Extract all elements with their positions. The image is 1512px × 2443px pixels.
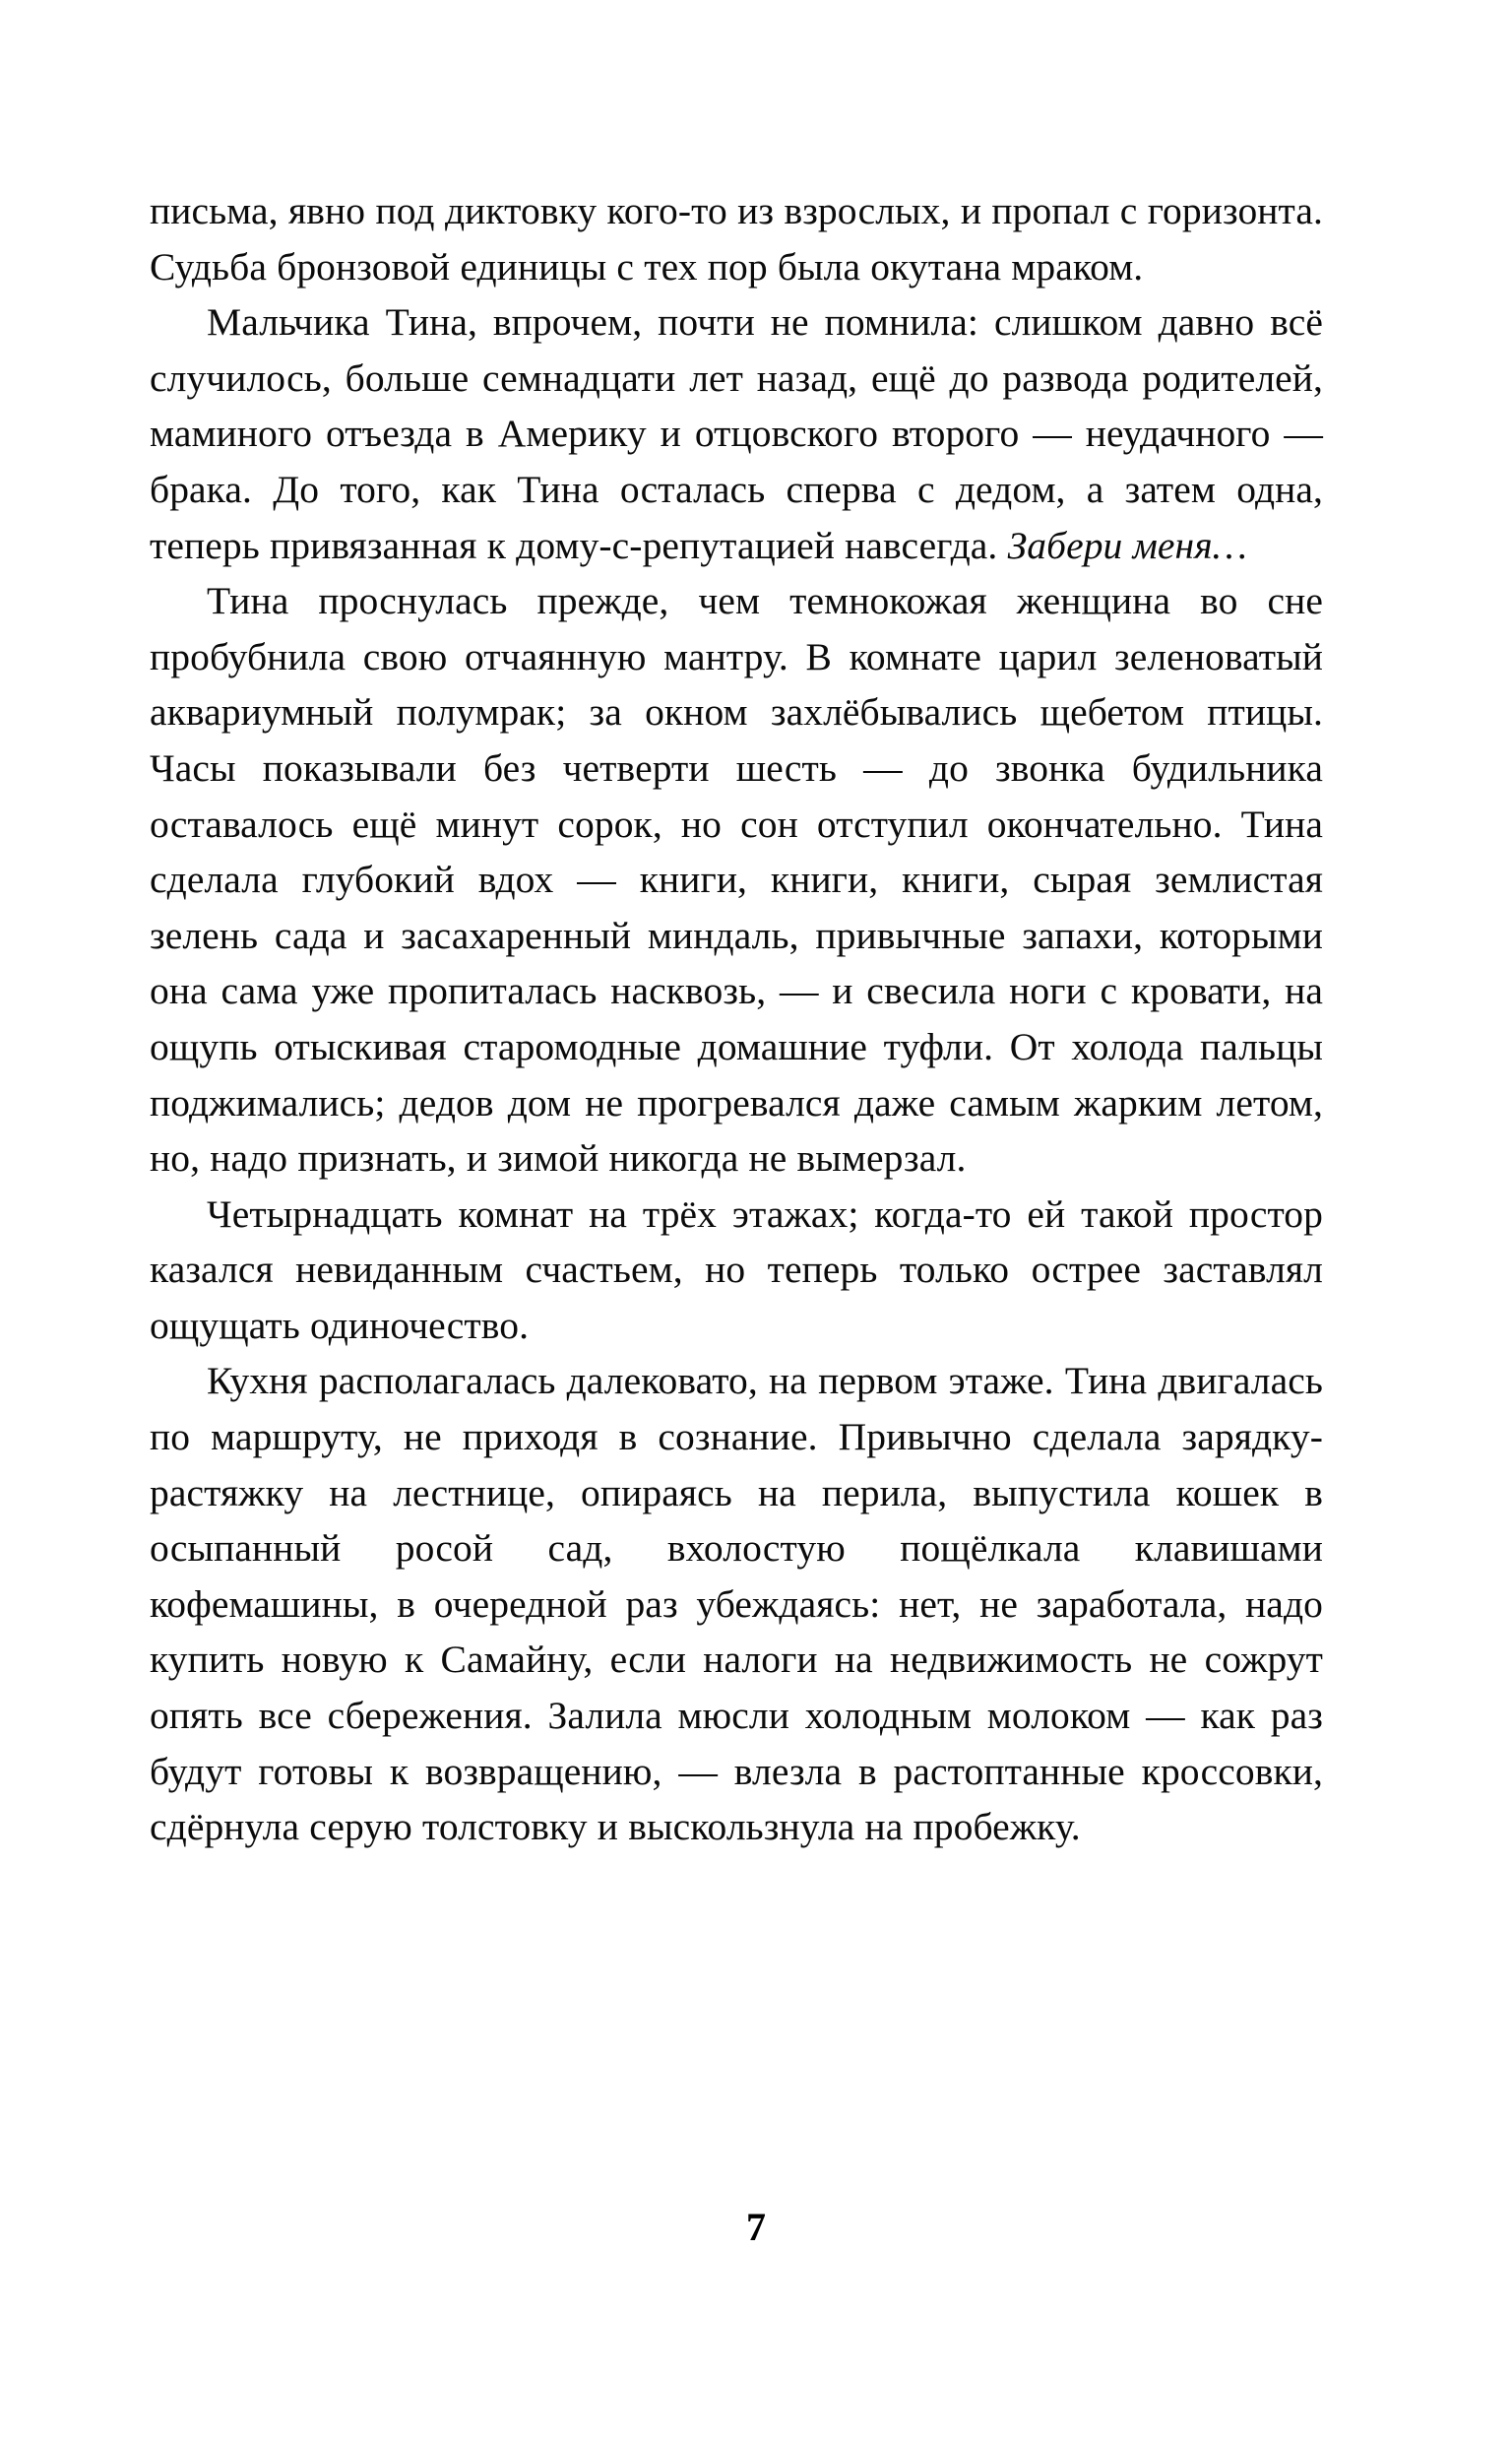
paragraph-4-text: Четырнадцать комнат на трёх этажах; когда-то ей такой простор казался невиданным счастьем, но теперь только острее заставлял ощущать одиночество. bbox=[150, 1191, 1323, 1347]
paragraph-4 bbox=[150, 1187, 1323, 1354]
page-text-body bbox=[150, 183, 1323, 1855]
paragraph-5-text: Кухня располагалась далековато, на первом этаже. Тина двигалась по маршруту, не приходя в сознание. Привычно сделала зарядку-растяжку на лестнице, опираясь на перила, выпустила кошек в осыпанный росой сад, вхолостую пощёлкала клавишами кофемашины, в очередной раз убеждаясь: нет, не заработала, надо купить новую к Самайну, если налоги на недвижимость не сожрут опять все сбережения. Залила мюсли холодным молоком — как раз будут готовы к возвращению, — влезла в растоптанные кроссовки, сдёрнула серую толстовку и выскользнула на пробежку. bbox=[150, 1359, 1323, 1849]
paragraph-2 bbox=[150, 294, 1323, 573]
paragraph-5 bbox=[150, 1353, 1323, 1854]
paragraph-1 bbox=[150, 183, 1323, 294]
paragraph-2-text: Мальчика Тина, впрочем, почти не помнила: слишком давно всё случилось, больше семнадцати лет назад, ещё до развода родителей, маминого отъезда в Америку и отцовского второго — неудачного — брака. До того, как Тина осталась сперва с дедом, а затем одна, теперь привязанная к дому-с-репутацией навсегда. bbox=[150, 300, 1323, 567]
page-number: 7 bbox=[746, 2205, 766, 2249]
paragraph-3-text: Тина проснулась прежде, чем темнокожая женщина во сне пробубнила свою отчаянную мантру. В комнате царил зеленоватый аквариумный полумрак; за окном захлёбывались щебетом птицы. Часы показывали без четверти шесть — до звонка будильника оставалось ещё минут сорок, но сон отступил окончательно. Тина сделала глубокий вдох — книги, книги, книги, сырая землистая зелень сада и засахаренный миндаль, привычные запахи, которыми она сама уже пропиталась насквозь, — и свесила ноги с кровати, на ощупь отыскивая старомодные домашние туфли. От холода пальцы поджимались; дедов дом не прогревался даже самым жарким летом, но, надо признать, и зимой никогда не вымерзал. bbox=[150, 579, 1323, 1181]
paragraph-2-italic-phrase: Забери меня… bbox=[1007, 523, 1247, 567]
paragraph-3 bbox=[150, 573, 1323, 1187]
paragraph-1-text: письма, явно под диктовку кого-то из взрослых, и пропал с горизонта. Судьба бронзовой единицы с тех пор была окутана мраком. bbox=[150, 189, 1323, 289]
